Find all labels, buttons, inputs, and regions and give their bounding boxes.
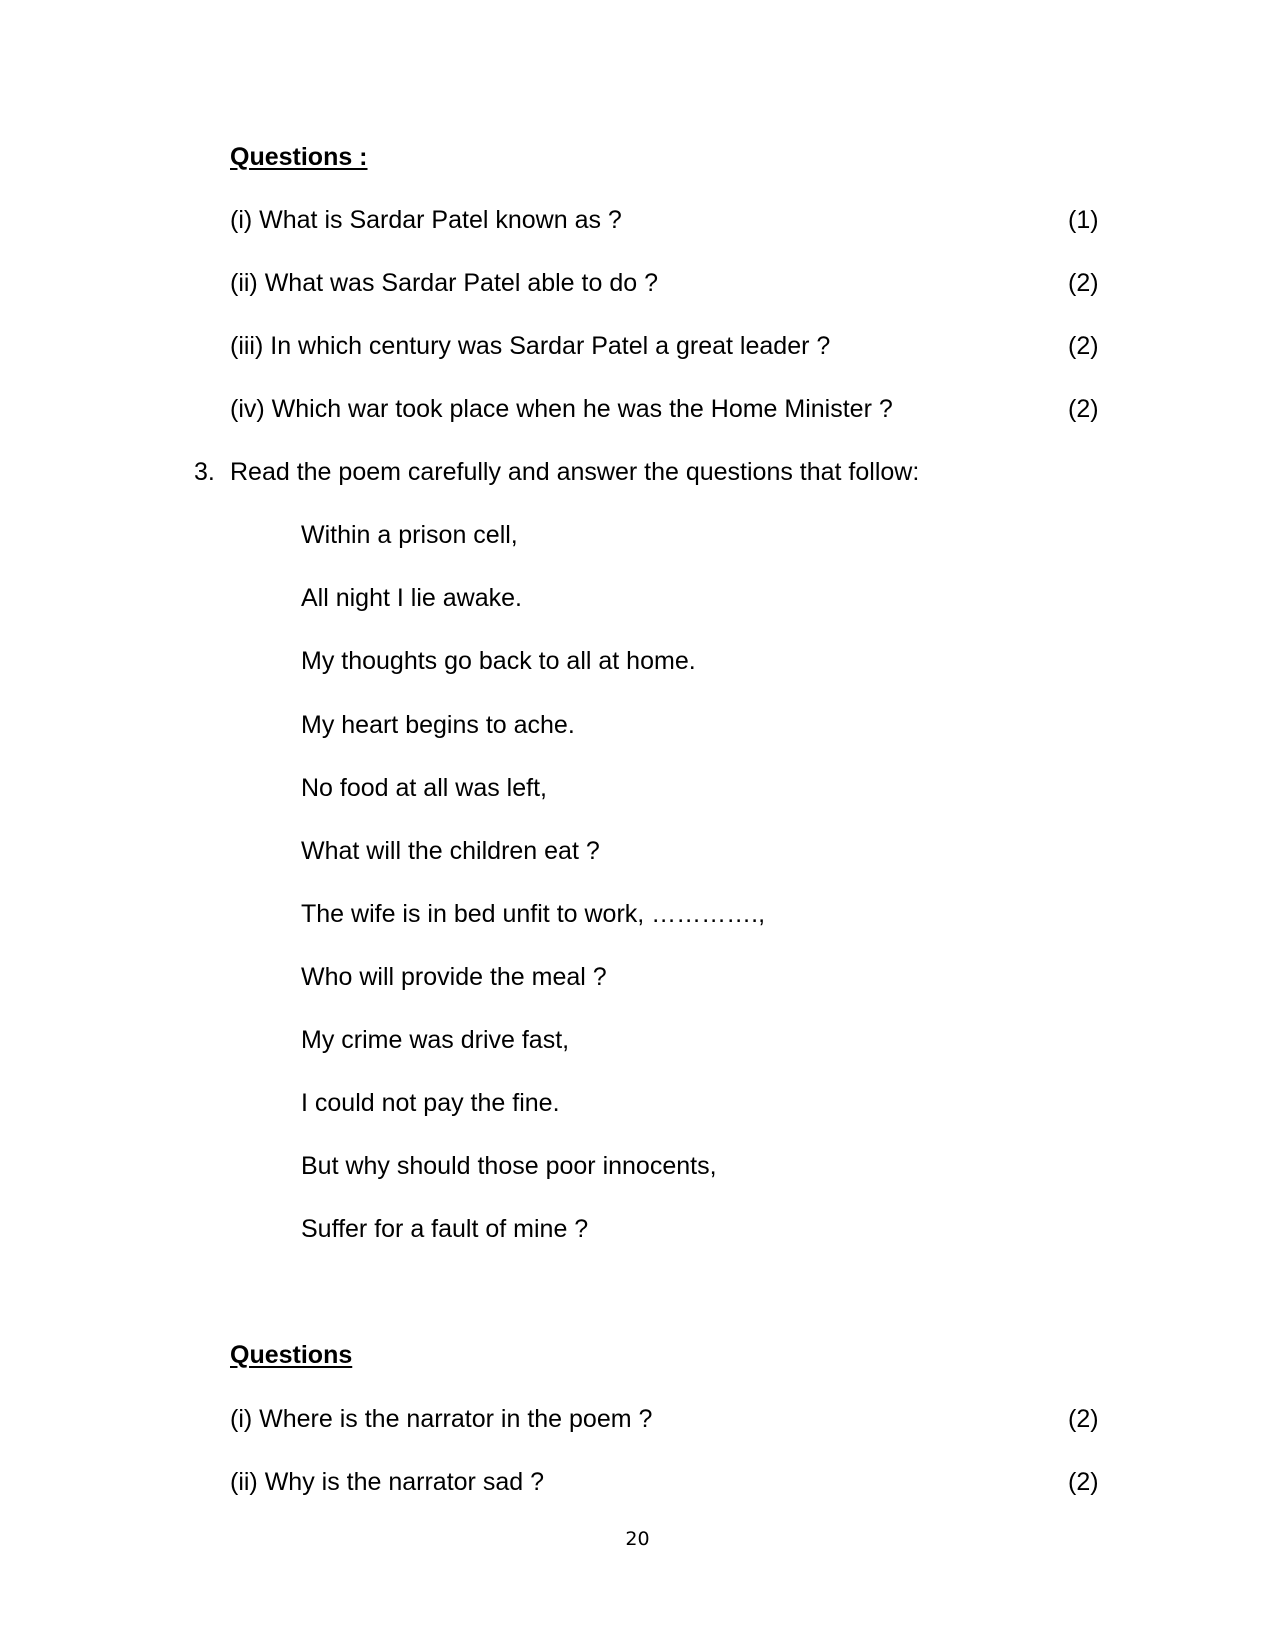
poem-line: The wife is in bed unfit to work, …………., [301, 900, 766, 928]
page-number: 20 [625, 1528, 650, 1550]
question-text: (i) Where is the narrator in the poem ? [230, 1405, 653, 1433]
question-marks: (1) [1068, 206, 1099, 234]
question-text: (iv) Which war took place when he was the Home Minister ? [230, 395, 893, 423]
poem-line: I could not pay the fine. [301, 1089, 560, 1117]
poem-line: All night I lie awake. [301, 584, 522, 612]
question-text: (ii) What was Sardar Patel able to do ? [230, 269, 658, 297]
poem-line: My crime was drive fast, [301, 1026, 570, 1054]
question-marks: (2) [1068, 332, 1099, 360]
question-marks: (2) [1068, 395, 1099, 423]
poem-line: Suffer for a fault of mine ? [301, 1215, 589, 1243]
question-marks: (2) [1068, 269, 1099, 297]
question-text: (ii) Why is the narrator sad ? [230, 1468, 544, 1496]
poem-line: Who will provide the meal ? [301, 963, 607, 991]
question-text: (iii) In which century was Sardar Patel a great leader ? [230, 332, 831, 360]
questions-heading: Questions [230, 1341, 353, 1369]
poem-line: What will the children eat ? [301, 837, 600, 865]
question-marks: (2) [1068, 1405, 1099, 1433]
poem-line: My thoughts go back to all at home. [301, 647, 696, 675]
poem-line: Within a prison cell, [301, 521, 518, 549]
question-text: (i) What is Sardar Patel known as ? [230, 206, 622, 234]
poem-line: My heart begins to ache. [301, 711, 575, 739]
question-3-number: 3. [194, 458, 215, 486]
poem-line: But why should those poor innocents, [301, 1152, 717, 1180]
question-3-instruction: Read the poem carefully and answer the questions that follow: [230, 458, 920, 486]
questions-heading: Questions : [230, 143, 368, 171]
question-marks: (2) [1068, 1468, 1099, 1496]
poem-line: No food at all was left, [301, 774, 547, 802]
